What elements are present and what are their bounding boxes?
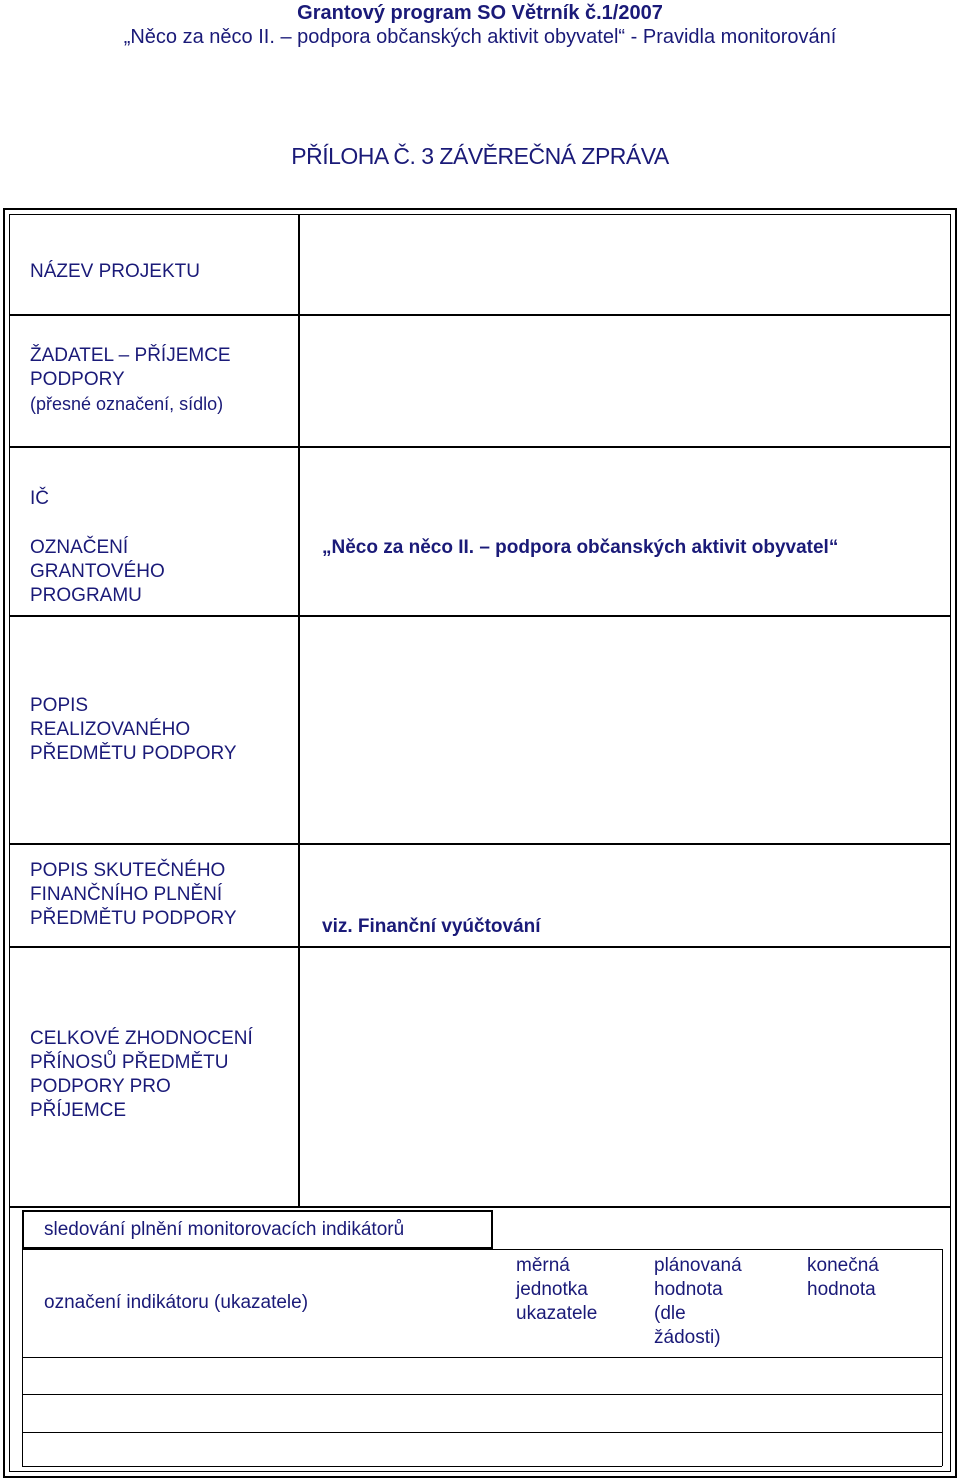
label-fin-3: PŘEDMĚTU PODPORY [30,908,237,929]
label-fin-1: POPIS SKUTEČNÉHO [30,860,226,881]
label-celk-4: PŘÍJEMCE [30,1100,127,1121]
program-subtitle: „Něco za něco II. – podpora občanských aktivit obyvatel“ - Pravidla monitorování [123,26,837,48]
indicator-grid-line [22,1249,942,1250]
indicator-col-planovana-2: hodnota [654,1279,723,1300]
indicator-grid-line [22,1432,942,1433]
indicator-grid-line [22,1249,23,1466]
label-ic: IČ [30,488,49,509]
indicator-col-jednotka-2: jednotka [516,1279,588,1300]
indicator-col-planovana-1: plánovaná [654,1255,742,1276]
label-oznaceni-1: OZNAČENÍ [30,537,129,558]
column-divider [298,214,300,1206]
indicator-grid-line [22,1394,942,1395]
label-nazev-projektu: NÁZEV PROJEKTU [30,261,200,282]
label-celk-2: PŘÍNOSŮ PŘEDMĚTU [30,1052,229,1073]
label-popis-1: POPIS [30,695,89,716]
indicator-col-planovana-4: žádosti) [654,1327,721,1348]
label-zadatel-3: (přesné označení, sídlo) [30,394,224,414]
row-divider [9,314,951,316]
page-title: PŘÍLOHA Č. 3 ZÁVĚREČNÁ ZPRÁVA [291,143,669,169]
row-divider [9,843,951,845]
label-zadatel-1: ŽADATEL – PŘÍJEMCE [30,345,231,366]
label-celk-3: PODPORY PRO [30,1076,171,1097]
value-fin: viz. Finanční vyúčtování [322,916,541,937]
label-popis-2: REALIZOVANÉHO [30,719,191,740]
indicator-grid-line [22,1357,942,1358]
row-divider [9,446,951,448]
indicator-col-jednotka-1: měrná [516,1255,570,1276]
label-oznaceni-3: PROGRAMU [30,585,142,606]
label-fin-2: FINANČNÍHO PLNĚNÍ [30,884,223,905]
indicator-col-konecna-1: konečná [807,1255,879,1276]
indicator-col-jednotka-3: ukazatele [516,1303,598,1324]
indicator-heading: sledování plnění monitorovacích indikátorů [44,1219,405,1240]
indicator-grid-line [22,1466,942,1467]
program-title: Grantový program SO Větrník č.1/2007 [297,2,663,24]
label-oznaceni-2: GRANTOVÉHO [30,561,165,582]
indicator-col-planovana-3: (dle [654,1303,686,1324]
indicator-grid-line [942,1249,943,1466]
value-oznaceni: „Něco za něco II. – podpora občanských aktivit obyvatel“ [322,537,839,558]
label-zadatel-2: PODPORY [30,369,125,390]
row-divider [9,615,951,617]
row-divider [9,1206,951,1208]
label-popis-3: PŘEDMĚTU PODPORY [30,743,237,764]
indicator-col-konecna-2: hodnota [807,1279,876,1300]
indicator-col-oznaceni: označení indikátoru (ukazatele) [44,1292,309,1313]
row-divider [9,946,951,948]
label-celk-1: CELKOVÉ ZHODNOCENÍ [30,1028,253,1049]
